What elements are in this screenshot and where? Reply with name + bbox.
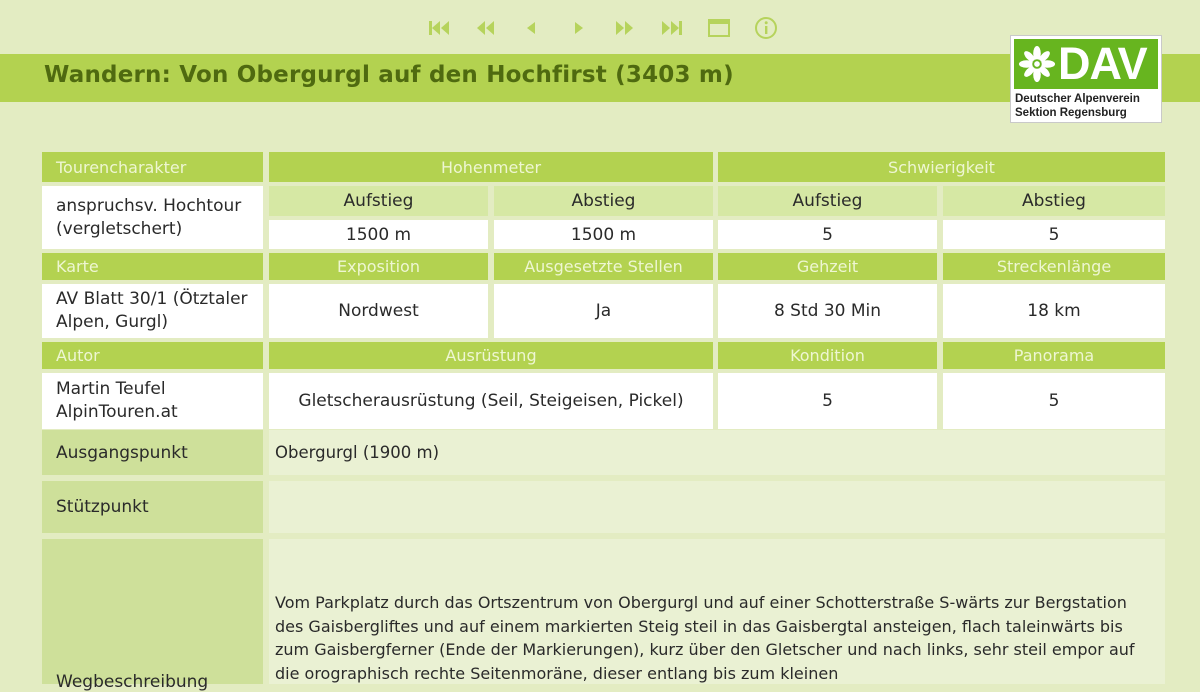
edelweiss-icon <box>1018 45 1056 83</box>
previous-icon[interactable] <box>516 15 546 41</box>
panorama-value: 5 <box>943 373 1165 429</box>
header-kondition: Kondition <box>718 342 937 369</box>
autor-value: Martin Teufel AlpinTouren.at <box>42 373 263 429</box>
last-icon[interactable] <box>657 15 687 41</box>
wegbeschreibung-label: Wegbeschreibung <box>56 672 209 692</box>
stuetzpunkt-value <box>269 481 1165 533</box>
wegbeschreibung-label-cell <box>42 539 263 692</box>
schwierigkeit-aufstieg-label: Aufstieg <box>718 186 937 216</box>
tourencharakter-value: anspruchsv. Hochtour (vergletschert) <box>42 186 263 249</box>
ausgangspunkt-value: Obergurgl (1900 m) <box>269 430 1165 475</box>
kondition-value: 5 <box>718 373 937 429</box>
header-karte: Karte <box>42 253 263 280</box>
header-streckenlaenge: Streckenlänge <box>943 253 1165 280</box>
header-gehzeit: Gehzeit <box>718 253 937 280</box>
fast-forward-icon[interactable] <box>610 15 640 41</box>
schwierigkeit-aufstieg-value: 5 <box>718 220 937 249</box>
logo-line-2: Sektion Regensburg <box>1015 107 1127 119</box>
hoehenmeter-aufstieg-label: Aufstieg <box>269 186 488 216</box>
header-hoehenmeter: Hohenmeter <box>269 152 713 182</box>
schwierigkeit-abstieg-label: Abstieg <box>943 186 1165 216</box>
hoehenmeter-aufstieg-value: 1500 m <box>269 220 488 249</box>
header-schwierigkeit: Schwierigkeit <box>718 152 1165 182</box>
schwierigkeit-abstieg-value: 5 <box>943 220 1165 249</box>
ausgesetzte-stellen-value: Ja <box>494 284 713 338</box>
header-exposition: Exposition <box>269 253 488 280</box>
window-icon[interactable] <box>704 15 734 41</box>
header-ausgesetzte-stellen: Ausgesetzte Stellen <box>494 253 713 280</box>
ausgangspunkt-label: Ausgangspunkt <box>42 430 263 475</box>
logo-line-1: Deutscher Alpenverein <box>1015 93 1140 105</box>
header-tourencharakter: Tourencharakter <box>42 152 263 182</box>
exposition-value: Nordwest <box>269 284 488 338</box>
ausruestung-value: Gletscherausrüstung (Seil, Steigeisen, Pickel) <box>269 373 713 429</box>
gehzeit-value: 8 Std 30 Min <box>718 284 937 338</box>
karte-value: AV Blatt 30/1 (Ötztaler Alpen, Gurgl) <box>42 284 263 338</box>
header-panorama: Panorama <box>943 342 1165 369</box>
header-autor: Autor <box>42 342 263 369</box>
hoehenmeter-abstieg-label: Abstieg <box>494 186 713 216</box>
header-ausruestung: Ausrüstung <box>269 342 713 369</box>
rewind-icon[interactable] <box>470 15 500 41</box>
page-title: Wandern: Von Obergurgl auf den Hochfirst (3403 m) <box>44 62 734 88</box>
logo-green-block <box>1014 39 1158 89</box>
next-icon[interactable] <box>564 15 594 41</box>
hoehenmeter-abstieg-value: 1500 m <box>494 220 713 249</box>
wegbeschreibung-value: Vom Parkplatz durch das Ortszentrum von Obergurgl und auf einer Schotterstraße S-wärts zur Bergstation des Gaisbergliftes und auf einem markierten Steig steil in das Gaisbergtal ansteigen, flach taleinwärts bis zum Gaisbergferner (Ende der Markierungen), kurz über den Gletscher und nach links, sehr steil empor auf die orographisch rechte Seitenmoräne, dieser entlang bis zum kleinen <box>269 539 1165 684</box>
logo-wordmark: DAV <box>1058 38 1147 89</box>
first-icon[interactable] <box>424 15 454 41</box>
streckenlaenge-value: 18 km <box>943 284 1165 338</box>
info-icon[interactable] <box>751 15 781 41</box>
stuetzpunkt-label: Stützpunkt <box>42 481 263 533</box>
dav-logo <box>1010 35 1162 123</box>
